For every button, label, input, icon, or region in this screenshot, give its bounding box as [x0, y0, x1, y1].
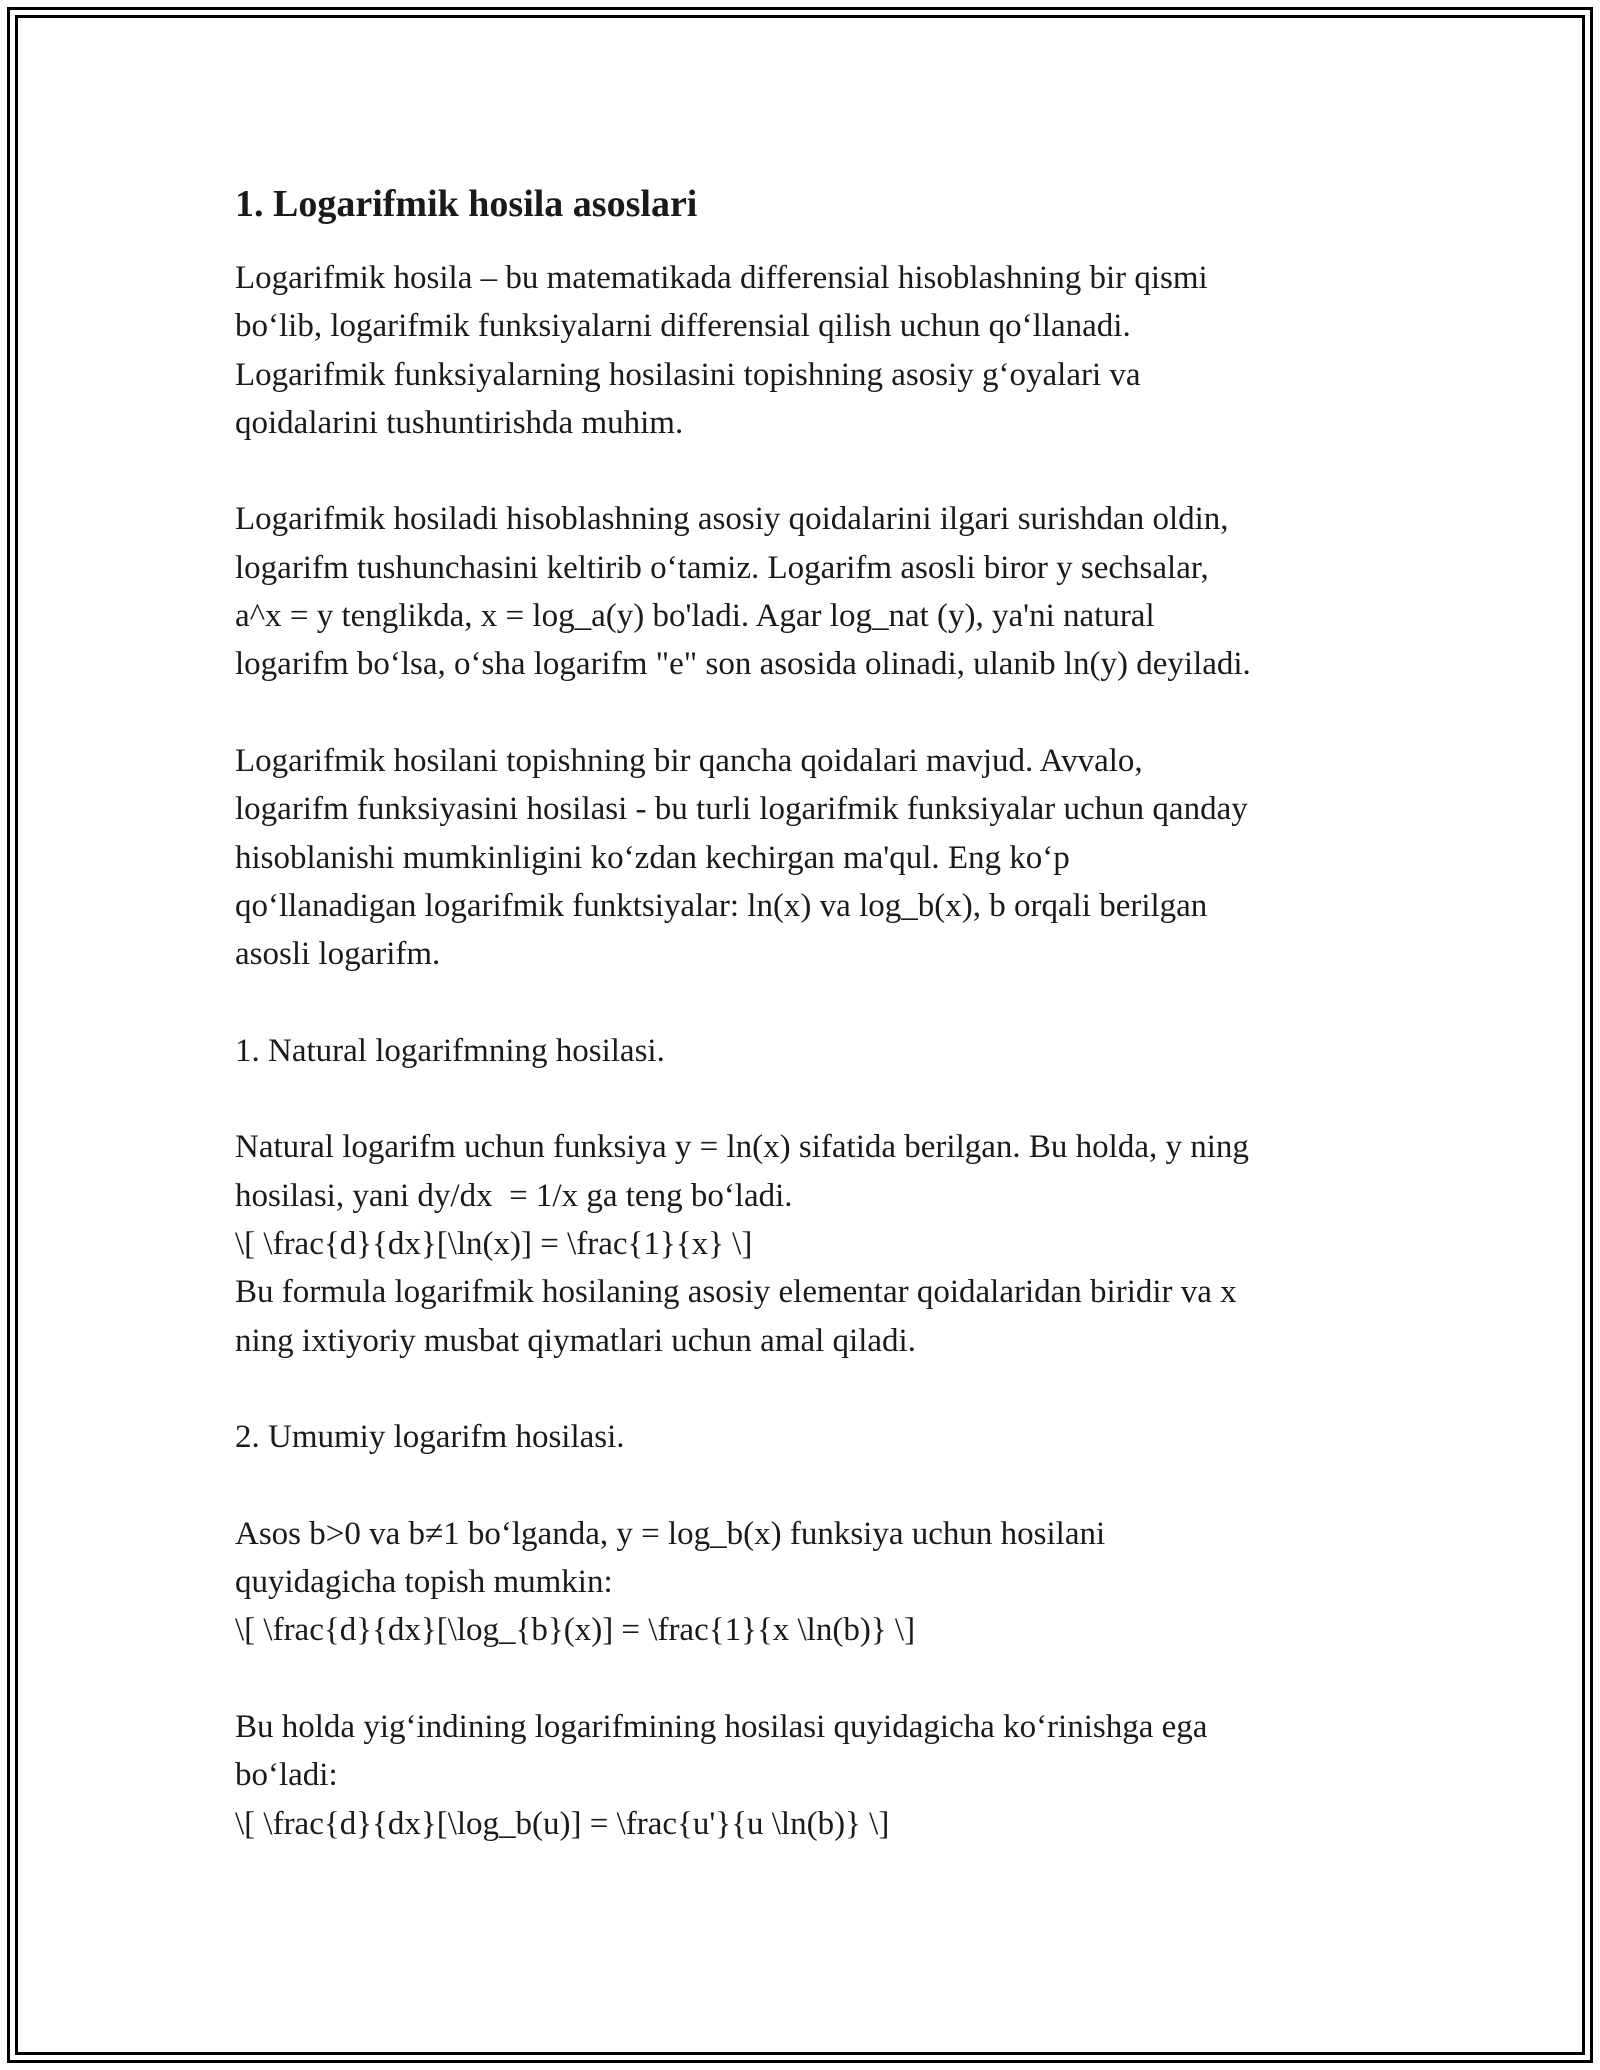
paragraph-gap: [235, 1075, 1395, 1123]
text-line: \[ \frac{d}{dx}[\log_{b}(x)] = \frac{1}{x \ln(b)} \]: [235, 1612, 916, 1649]
text-line: 2. Umumiy logarifm hosilasi.: [235, 1419, 625, 1456]
paragraph: [235, 1123, 1395, 1364]
text-line: asosli logarifm.: [235, 936, 441, 973]
text-line: qo‘llanadigan logarifmik funktsiyalar: ln(x) va log_b(x), b orqali berilgan: [235, 887, 1208, 924]
text-line: 1. Natural logarifmning hosilasi.: [235, 1032, 665, 1069]
paragraph-gap: [235, 1461, 1395, 1509]
paragraph-list: [235, 254, 1395, 1848]
text-line: logarifm funksiyasini hosilasi - bu turli logarifmik funksiyalar uchun qanday: [235, 791, 1248, 828]
paragraph: [235, 1413, 1395, 1461]
paragraph: [235, 254, 1395, 447]
paragraph: [235, 1510, 1395, 1655]
text-line: bo‘ladi:: [235, 1757, 338, 1794]
text-line: Logarifmik hosila – bu matematikada differensial hisoblashning bir qismi: [235, 260, 1208, 296]
paragraph-gap: [235, 447, 1395, 495]
paragraph-gap: [235, 1655, 1395, 1703]
document-body: [235, 182, 1395, 1848]
text-line: Natural logarifm uchun funksiya y = ln(x) sifatida berilgan. Bu holda, y ning: [235, 1129, 1249, 1166]
paragraph-gap: [235, 978, 1395, 1026]
paragraph: [235, 1027, 1395, 1075]
text-line: \[ \frac{d}{dx}[\log_b(u)] = \frac{u'}{u \ln(b)} \]: [235, 1805, 890, 1842]
section-heading: 1. Logarifmik hosila asoslari: [235, 183, 698, 225]
text-line: quyidagicha topish mumkin:: [235, 1564, 613, 1601]
text-line: Asos b>0 va b≠1 bo‘lganda, y = log_b(x) funksiya uchun hosilani: [235, 1515, 1106, 1552]
paragraph-gap: [235, 1365, 1395, 1413]
text-line: logarifm bo‘lsa, o‘sha logarifm "e" son asosida olinadi, ulanib ln(y) deyiladi.: [235, 646, 1251, 683]
text-line: logarifm tushunchasini keltirib o‘tamiz. Logarifm asosli biror y sechsalar,: [235, 549, 1209, 586]
text-line: Bu formula logarifmik hosilaning asosiy elementar qoidalaridan biridir va x: [235, 1274, 1237, 1311]
text-line: Bu holda yig‘indining logarifmining hosilasi quyidagicha ko‘rinishga ega: [235, 1708, 1208, 1745]
text-line: Logarifmik hosilani topishning bir qancha qoidalari mavjud. Avvalo,: [235, 742, 1143, 779]
text-line: hisoblanishi mumkinligini ko‘zdan kechirgan ma'qul. Eng ko‘p: [235, 839, 1070, 876]
paragraph: [235, 1703, 1395, 1848]
text-line: Logarifmik hosiladi hisoblashning asosiy qoidalarini ilgari surishdan oldin,: [235, 501, 1229, 538]
text-line: a^x = y tenglikda, x = log_a(y) bo'ladi. Agar log_nat (y), ya'ni natural: [235, 598, 1155, 635]
text-line: Logarifmik funksiyalarning hosilasini topishning asosiy g‘oyalari va: [235, 356, 1141, 393]
text-line: qoidalarini tushuntirishda muhim.: [235, 404, 684, 441]
text-line: ning ixtiyoriy musbat qiymatlari uchun amal qiladi.: [235, 1322, 916, 1359]
text-line: hosilasi, yani dy/dx = 1/x ga teng bo‘ladi.: [235, 1177, 793, 1214]
text-line: \[ \frac{d}{dx}[\ln(x)] = \frac{1}{x} \]: [235, 1225, 753, 1262]
paragraph-gap: [235, 689, 1395, 737]
paragraph: [235, 495, 1395, 688]
paragraph: [235, 737, 1395, 978]
text-line: bo‘lib, logarifmik funksiyalarni differensial qilish uchun qo‘llanadi.: [235, 308, 1131, 345]
